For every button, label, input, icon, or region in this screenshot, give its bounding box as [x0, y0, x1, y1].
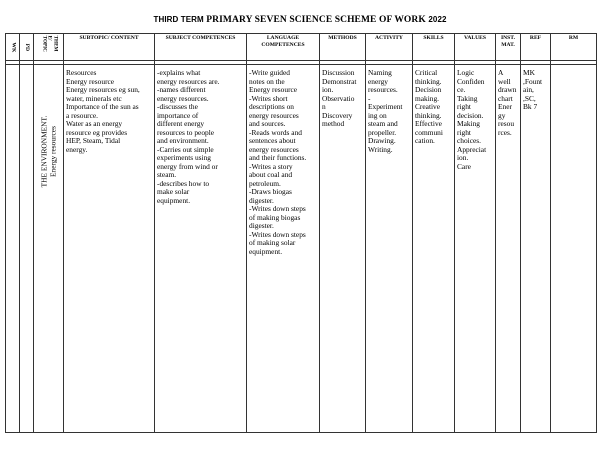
cell-line: Ener	[498, 102, 512, 112]
header-row	[6, 34, 597, 61]
cell-line: energy resources	[249, 110, 299, 120]
cell-line: making.	[415, 93, 440, 103]
cell-subject-competences	[155, 65, 247, 433]
cell-wk	[6, 65, 20, 433]
cell-language-competences	[247, 65, 320, 433]
cell-line: importance of	[157, 110, 199, 120]
cell-line: Experiment	[368, 102, 403, 112]
header-language-competences: LANGUAGE COMPETENCES	[247, 34, 320, 61]
header-inst-mat: INST. MAT.	[496, 34, 521, 61]
cell-line: equipment.	[249, 246, 283, 256]
cell-line: -Writes down steps	[249, 229, 306, 239]
cell-line: -names different	[157, 85, 206, 95]
cell-line: ,Fount	[523, 76, 543, 86]
cell-line: Creative	[415, 102, 441, 112]
cell-inst-mat	[496, 65, 521, 433]
cell-line: and sources.	[249, 119, 286, 129]
cell-line: descriptions on	[249, 102, 294, 112]
cell-line: right	[457, 127, 471, 137]
cell-line: -Write guided	[249, 68, 290, 77]
header-wk: WK	[6, 34, 20, 61]
cell-line: -	[368, 93, 371, 103]
cell-line: Taking	[457, 93, 478, 103]
cell-line: thinking.	[415, 76, 442, 86]
cell-line: -Writes short	[249, 93, 288, 103]
title-main: PRIMARY SEVEN SCIENCE SCHEME OF WORK	[206, 15, 426, 25]
cell-line: Writing.	[368, 144, 393, 154]
cell-line: propeller.	[368, 127, 397, 137]
header-values: VALUES	[455, 34, 496, 61]
cell-line: resou	[498, 119, 515, 129]
title-year: 2022	[428, 15, 447, 24]
header-ref: REF	[521, 34, 551, 61]
cell-line: -discusses the	[157, 102, 198, 112]
cell-line: petroleum.	[249, 178, 281, 188]
cell-line: right	[457, 102, 471, 112]
cell-line: Naming	[368, 68, 392, 77]
cell-line: about coal and	[249, 170, 293, 180]
cell-line: HEP, Steam, Tidal	[66, 136, 121, 146]
header-theme-topic: THEM E/ TOPIC	[34, 34, 64, 61]
cell-line: -Writes down steps	[249, 204, 306, 214]
cell-line: experiments using	[157, 153, 211, 163]
cell-rm	[551, 65, 597, 433]
cell-skills	[413, 65, 455, 433]
cell-line: Drawing.	[368, 136, 396, 146]
cell-line: energy resources.	[157, 93, 209, 103]
cell-line: drawn	[498, 85, 517, 95]
table-row	[6, 65, 597, 433]
cell-line: n	[322, 102, 326, 112]
cell-line: Logic	[457, 68, 475, 77]
cell-line: ain,	[523, 85, 534, 95]
header-pd: PD	[20, 34, 34, 61]
cell-line: ing on	[368, 110, 387, 120]
cell-line: notes on the	[249, 76, 285, 86]
cell-line: energy resources are.	[157, 76, 220, 86]
topic-text: Energy resources	[47, 126, 57, 177]
cell-line: ion.	[457, 153, 469, 163]
cell-ref	[521, 65, 551, 433]
cell-line: and environment.	[157, 136, 209, 146]
cell-line: -Reads words and	[249, 127, 302, 137]
cell-line: of making biogas	[249, 212, 301, 222]
cell-line: Energy resources eg sun,	[66, 85, 140, 95]
cell-line: Energy resource	[249, 85, 298, 95]
cell-methods	[320, 65, 366, 433]
cell-line: make solar	[157, 187, 190, 197]
cell-line: ,SC,	[523, 93, 536, 103]
cell-line: Importance of the sun as	[66, 102, 139, 112]
cell-line: Effective	[415, 119, 442, 129]
cell-line: water, minerals etc	[66, 93, 122, 103]
cell-line: Making	[457, 119, 480, 129]
scheme-of-work-table	[5, 33, 597, 433]
cell-line: Care	[457, 161, 471, 171]
cell-values	[455, 65, 496, 433]
cell-line: ion.	[322, 85, 334, 95]
header-subtopic: SUBTOPIC/ CONTENT	[64, 34, 155, 61]
cell-line: Confiden	[457, 76, 485, 86]
cell-line: equipment.	[157, 195, 191, 205]
cell-line: energy.	[66, 144, 88, 154]
cell-line: Discovery	[322, 110, 353, 120]
cell-line: gy	[498, 110, 506, 120]
cell-line: cation.	[415, 136, 435, 146]
cell-line: -Carries out simple	[157, 144, 214, 154]
cell-line: choices.	[457, 136, 482, 146]
cell-line: -Writes a story	[249, 161, 293, 171]
document-title	[0, 15, 600, 25]
cell-line: Observatio	[322, 93, 355, 103]
cell-line: chart	[498, 93, 513, 103]
cell-line: energy	[368, 76, 388, 86]
theme-text: THE ENVIRONMENT.	[38, 115, 48, 188]
cell-line: and their functions.	[249, 153, 307, 163]
cell-line: a resource.	[66, 110, 99, 120]
cell-line: -Draws biogas	[249, 187, 292, 197]
cell-line: Bk 7	[523, 102, 538, 112]
cell-line: resources to people	[157, 127, 215, 137]
cell-line: A	[498, 68, 504, 77]
cell-line: digester.	[249, 195, 274, 205]
title-prefix: THIRD TERM	[153, 15, 204, 24]
cell-line: energy from wind or	[157, 161, 218, 171]
cell-line: different energy	[157, 119, 205, 129]
cell-line: digester.	[249, 221, 274, 231]
cell-line: thinking.	[415, 110, 442, 120]
cell-line: Critical	[415, 68, 438, 77]
cell-line: Decision	[415, 85, 442, 95]
cell-line: of making solar	[249, 238, 296, 248]
cell-line: Demonstrat	[322, 76, 357, 86]
cell-pd	[20, 65, 34, 433]
cell-line: resource eg provides	[66, 127, 128, 137]
header-methods: METHODS	[320, 34, 366, 61]
cell-activity	[366, 65, 413, 433]
cell-line: Water as an energy	[66, 119, 123, 129]
cell-line: communi	[415, 127, 443, 137]
cell-line: energy resources	[249, 144, 299, 154]
cell-line: Resources	[66, 68, 97, 77]
cell-line: decision.	[457, 110, 484, 120]
cell-line: rces.	[498, 127, 512, 137]
cell-content	[64, 65, 155, 433]
cell-line: steam.	[157, 170, 177, 180]
cell-line: method	[322, 119, 345, 129]
header-rm: RM	[551, 34, 597, 61]
cell-line: -describes how to	[157, 178, 210, 188]
cell-line: MK	[523, 68, 535, 77]
cell-line: Energy resource	[66, 76, 115, 86]
cell-line: Discussion	[322, 68, 355, 77]
header-activity: ACTIVITY	[366, 34, 413, 61]
header-subject-competences: SUBJECT COMPETENCES	[155, 34, 247, 61]
cell-theme-topic	[34, 65, 64, 433]
cell-line: Appreciat	[457, 144, 487, 154]
cell-line: steam and	[368, 119, 398, 129]
cell-line: sentences about	[249, 136, 296, 146]
header-skills: SKILLS	[413, 34, 455, 61]
cell-line: well	[498, 76, 511, 86]
cell-line: -explains what	[157, 68, 201, 77]
cell-line: resources.	[368, 85, 398, 95]
cell-line: ce.	[457, 85, 466, 95]
